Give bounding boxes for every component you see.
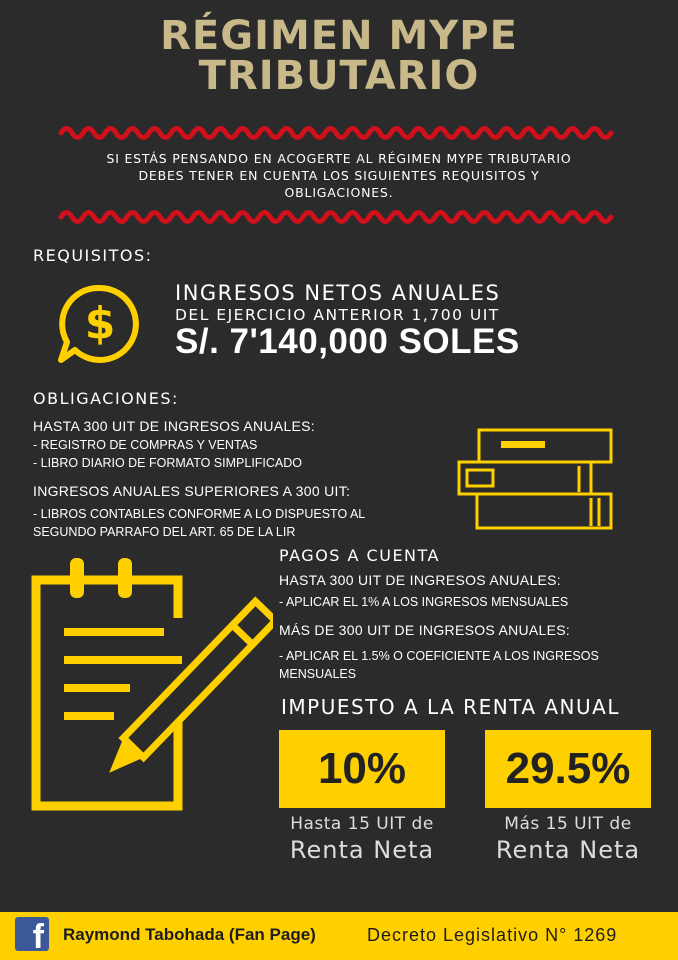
- footer-author[interactable]: Raymond Tabohada (Fan Page): [63, 925, 316, 944]
- pagos-group2-line-1: - APLICAR EL 1.5% O COEFICIENTE A LOS INGRESOS: [279, 649, 599, 663]
- notepad-pencil-icon: [28, 558, 273, 816]
- title-line-1: RÉGIMEN MYPE: [160, 13, 518, 59]
- intro-line-3: OBLIGACIONES.: [284, 185, 394, 200]
- obligaciones-group2-line-1: - LIBROS CONTABLES CONFORME A LO DISPUESTO AL: [33, 507, 366, 521]
- svg-text:$: $: [84, 298, 116, 349]
- rate-note-29-5-line-2: Renta Neta: [495, 836, 641, 864]
- requisito-amount: S/. 7'140,000 SOLES: [175, 322, 520, 361]
- rate-box-29-5: 29.5%: [485, 730, 651, 808]
- dollar-speech-bubble-icon: [55, 282, 145, 366]
- rate-note-29-5-line-1: Más 15 UIT de: [504, 814, 632, 834]
- pagos-group1-title: HASTA 300 UIT DE INGRESOS ANUALES:: [279, 572, 561, 588]
- pagos-heading: PAGOS A CUENTA: [279, 546, 440, 565]
- intro-text: [60, 150, 618, 201]
- obligaciones-group2-title: INGRESOS ANUALES SUPERIORES A 300 UIT:: [33, 483, 351, 499]
- rate-box-10: 10%: [279, 730, 445, 808]
- facebook-icon[interactable]: f: [15, 917, 49, 951]
- intro-line-1: SI ESTÁS PENSANDO EN ACOGERTE AL RÉGIMEN MYPE TRIBUTARIO: [106, 151, 572, 166]
- requisitos-heading: REQUISITOS:: [33, 246, 153, 265]
- list-item: - REGISTRO DE COMPRAS Y VENTAS: [33, 438, 258, 452]
- intro-line-2: DEBES TENER EN CUENTA LOS SIGUIENTES REQUISITOS Y: [138, 168, 540, 183]
- books-stack-icon: [455, 426, 615, 532]
- list-item: - LIBRO DIARIO DE FORMATO SIMPLIFICADO: [33, 456, 303, 470]
- requisito-line-2: DEL EJERCICIO ANTERIOR 1,700 UIT: [175, 306, 500, 324]
- pagos-group2-text: [279, 647, 599, 683]
- pagos-group1-item: - APLICAR EL 1% A LOS INGRESOS MENSUALES: [279, 595, 569, 609]
- obligaciones-heading: OBLIGACIONES:: [33, 389, 179, 408]
- footer-decree: Decreto Legislativo N° 1269: [367, 925, 618, 945]
- pagos-group2-title: MÁS DE 300 UIT DE INGRESOS ANUALES:: [279, 622, 571, 638]
- obligaciones-group2-line-2: SEGUNDO PARRAFO DEL ART. 65 DE LA LIR: [33, 525, 296, 539]
- rate-note-10-line-2: Renta Neta: [289, 836, 435, 864]
- bottom-wave-divider: [58, 206, 618, 228]
- requisito-line-1: INGRESOS NETOS ANUALES: [175, 281, 501, 305]
- obligaciones-group1-title: HASTA 300 UIT DE INGRESOS ANUALES:: [33, 418, 315, 434]
- top-wave-divider: [58, 122, 618, 144]
- rate-note-10-line-1: Hasta 15 UIT de: [290, 814, 434, 834]
- obligaciones-group2-text: [33, 505, 365, 541]
- impuesto-heading: IMPUESTO A LA RENTA ANUAL: [281, 695, 620, 719]
- pagos-group2-line-2: MENSUALES: [279, 667, 357, 681]
- title-line-2: TRIBUTARIO: [198, 53, 480, 99]
- obligaciones-group1-list: [33, 436, 302, 472]
